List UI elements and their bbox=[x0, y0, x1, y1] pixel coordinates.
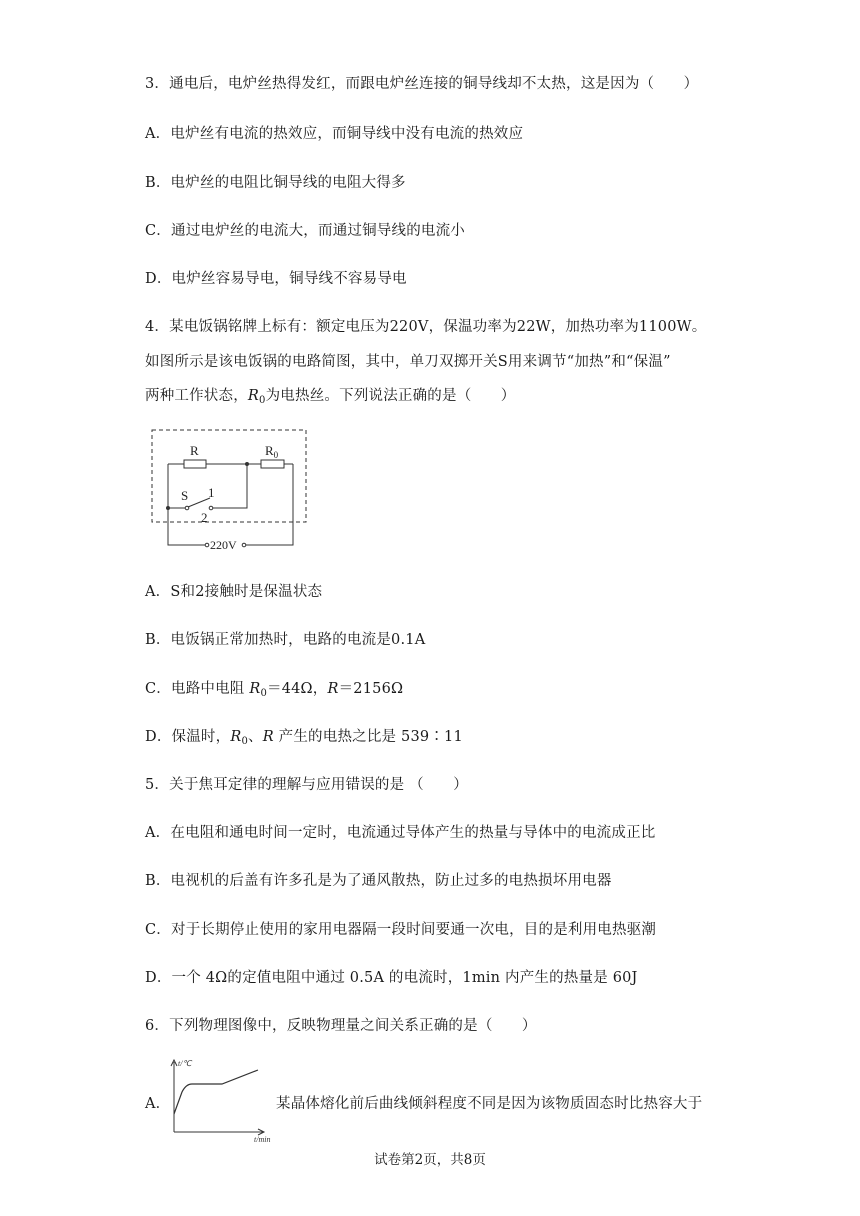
switch-blade bbox=[188, 498, 210, 507]
q4-r0-subscript: 0 bbox=[259, 395, 266, 406]
q4-option-c-r0-sub: 0 bbox=[260, 688, 267, 699]
melting-graph bbox=[168, 1056, 280, 1142]
left-wire bbox=[168, 464, 205, 545]
q5-option-b: B．电视机的后盖有许多孔是为了通风散热，防止过多的电热损坏用电器 bbox=[145, 873, 612, 889]
q4-stem-line3-post: 为电热丝。下列说法正确的是（ ） bbox=[265, 388, 516, 404]
q3-option-a: A．电炉丝有电流的热效应，而铜导线中没有电流的热效应 bbox=[145, 126, 524, 142]
terminal-left bbox=[205, 543, 209, 547]
q4-option-d-pre: D．保温时， bbox=[145, 729, 231, 745]
q4-option-c-pre: C．电路中电阻 bbox=[145, 681, 250, 697]
q6-option-a-label: A． bbox=[145, 1096, 171, 1112]
label-contact-1: 1 bbox=[208, 485, 215, 500]
label-r0: $R_0$ bbox=[265, 443, 279, 460]
q5-stem: 5．关于焦耳定律的理解与应用错误的是 （ ） bbox=[145, 777, 468, 793]
page-footer: 试卷第2页，共8页 bbox=[374, 1152, 486, 1168]
q4-stem-line3 bbox=[145, 384, 516, 406]
q3-option-b: B．电炉丝的电阻比铜导线的电阻大得多 bbox=[145, 175, 406, 191]
terminal-right bbox=[242, 543, 246, 547]
q4-stem-line2: 如图所示是该电饭锅的电路简图，其中，单刀双掷开关S用来调节“加热”和“保温” bbox=[145, 354, 671, 370]
q4-option-d-r0: R bbox=[230, 729, 242, 745]
q6-stem: 6．下列物理图像中，反映物理量之间关系正确的是（ ） bbox=[145, 1018, 537, 1034]
q4-option-a: A．S和2接触时是保温状态 bbox=[145, 584, 323, 600]
q3-stem: 3．通电后，电炉丝热得发红，而跟电炉丝连接的铜导线却不太热，这是因为（ ） bbox=[145, 76, 699, 92]
label-voltage: 220V bbox=[210, 538, 237, 552]
q4-option-c-r0: R bbox=[249, 681, 261, 697]
resistor-r bbox=[184, 460, 206, 468]
graph-x-label: t/min bbox=[254, 1135, 271, 1142]
q3-option-c: C．通过电炉丝的电流大，而通过铜导线的电流小 bbox=[145, 223, 465, 239]
q4-option-d bbox=[145, 725, 463, 747]
q5-option-d: D．一个 4Ω的定值电阻中通过 0.5A 的电流时，1min 内产生的热量是 60J bbox=[145, 970, 638, 986]
switch-contact-2 bbox=[209, 506, 213, 510]
q4-option-d-post: 产生的电热之比是 539∶11 bbox=[273, 729, 463, 745]
resistor-r0 bbox=[261, 460, 284, 468]
q4-option-c-mid: ＝44Ω， bbox=[267, 681, 328, 697]
q4-option-d-sep: 、 bbox=[248, 729, 263, 745]
right-wire bbox=[246, 464, 293, 545]
q4-option-c-r: R bbox=[327, 681, 339, 697]
q4-option-d-r0-sub: 0 bbox=[241, 736, 249, 747]
graph-y-label: t/℃ bbox=[178, 1059, 192, 1068]
label-contact-2: 2 bbox=[201, 510, 208, 525]
q4-stem-line1: 4．某电饭锅铭牌上标有：额定电压为220V，保温功率为22W，加热功率为1100W。 bbox=[145, 319, 707, 335]
contact-wire bbox=[213, 464, 247, 508]
q4-stem-line3-pre: 两种工作状态， bbox=[145, 388, 248, 404]
melting-curve bbox=[174, 1070, 258, 1114]
q5-option-a: A．在电阻和通电时间一定时，电流通过导体产生的热量与导体中的电流成正比 bbox=[145, 825, 656, 841]
q6-option-a-text: 某晶体熔化前后曲线倾斜程度不同是因为该物质固态时比热容大于 bbox=[276, 1096, 703, 1112]
q4-r0-symbol: R bbox=[247, 388, 260, 404]
q4-option-c-post: ＝2156Ω bbox=[338, 681, 404, 697]
q5-option-c: C．对于长期停止使用的家用电器隔一段时间要通一次电，目的是利用电热驱潮 bbox=[145, 922, 657, 938]
label-r: R bbox=[190, 443, 199, 458]
circuit-diagram bbox=[148, 426, 310, 554]
q4-option-d-r: R bbox=[262, 729, 274, 745]
q3-option-d: D．电炉丝容易导电，铜导线不容易导电 bbox=[145, 271, 407, 287]
q4-option-c bbox=[145, 677, 403, 699]
label-s: S bbox=[181, 488, 189, 503]
q4-option-b: B．电饭锅正常加热时，电路的电流是0.1A bbox=[145, 632, 426, 648]
